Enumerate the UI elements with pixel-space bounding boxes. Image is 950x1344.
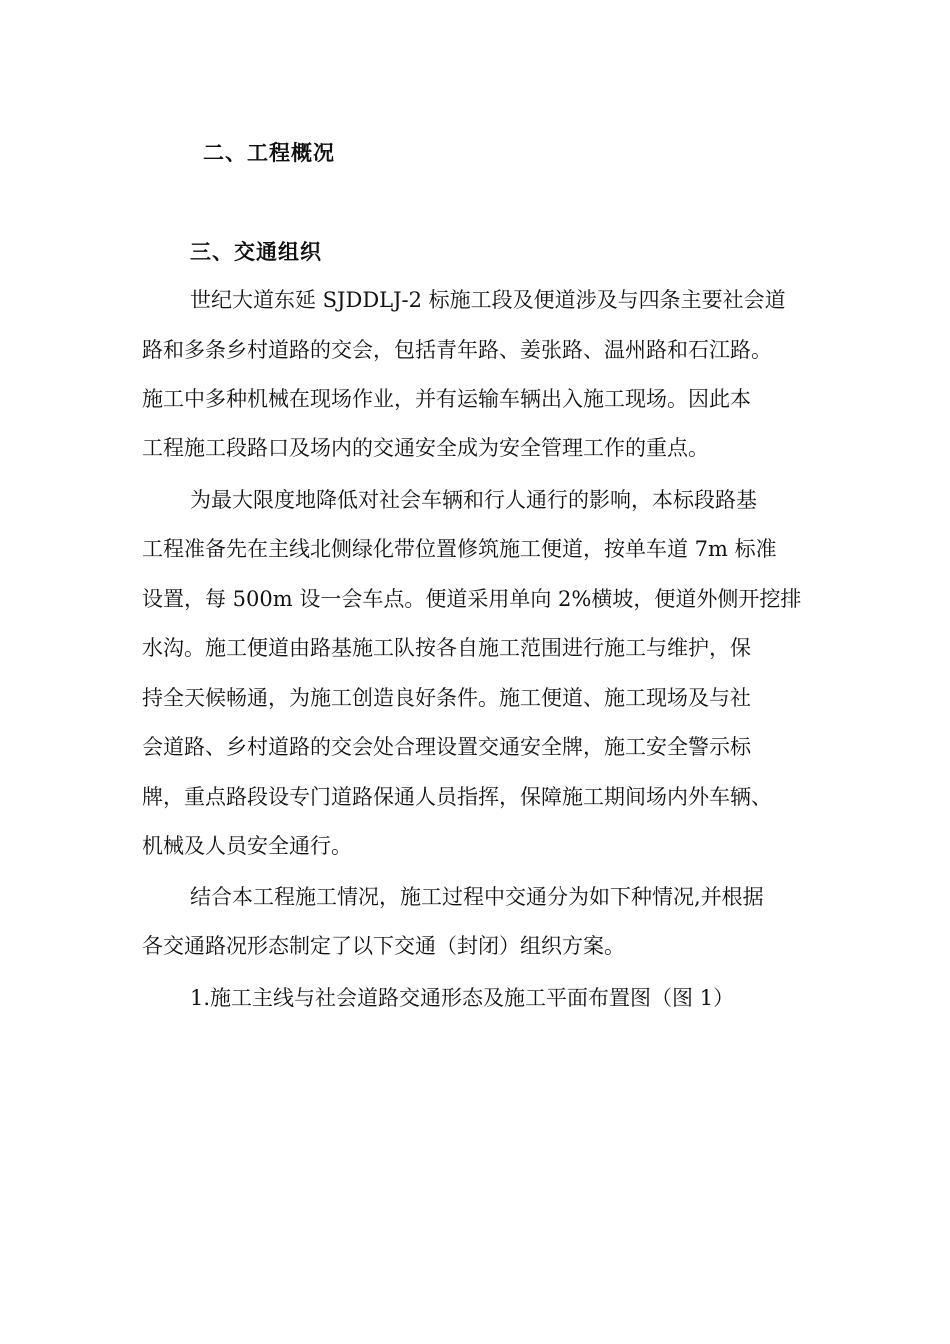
paragraph-line: 为最大限度地降低对社会车辆和行人通行的影响，本标段路基 — [190, 488, 757, 512]
paragraph-line: 各交通路况形态制定了以下交通（封闭）组织方案。 — [142, 934, 625, 958]
paragraph-line: 会道路、乡村道路的交会处合理设置交通安全牌，施工安全警示标 — [142, 735, 751, 759]
paragraph-line: 持全天候畅通，为施工创造良好条件。施工便道、施工现场及与社 — [142, 686, 751, 710]
paragraph-line: 水沟。施工便道由路基施工队按各自施工范围进行施工与维护，保 — [142, 636, 751, 660]
paragraph-line: 世纪大道东延 SJDDLJ-2 标施工段及便道涉及与四条主要社会道 — [190, 288, 786, 312]
figure-caption-line: 1.施工主线与社会道路交通形态及施工平面布置图（图 1） — [190, 986, 735, 1010]
paragraph-line: 工程准备先在主线北侧绿化带位置修筑施工便道，按单车道 7m 标准 — [142, 537, 777, 561]
section-heading-traffic: 三、交通组织 — [190, 240, 322, 264]
paragraph-line: 设置，每 500m 设一会车点。便道采用单向 2%横坡，便道外侧开挖排 — [142, 587, 802, 611]
paragraph-line: 牌，重点路段设专门道路保通人员指挥，保障施工期间场内外车辆、 — [142, 785, 772, 809]
paragraph-line: 结合本工程施工情况，施工过程中交通分为如下种情况,并根据 — [190, 885, 764, 909]
paragraph-line: 施工中多种机械在现场作业，并有运输车辆出入施工现场。因此本 — [142, 387, 751, 411]
section-heading-overview: 二、工程概况 — [203, 141, 335, 165]
paragraph-line: 路和多条乡村道路的交会，包括青年路、姜张路、温州路和石江路。 — [142, 338, 772, 362]
paragraph-line: 工程施工段路口及场内的交通安全成为安全管理工作的重点。 — [142, 436, 709, 460]
paragraph-line: 机械及人员安全通行。 — [142, 834, 352, 858]
